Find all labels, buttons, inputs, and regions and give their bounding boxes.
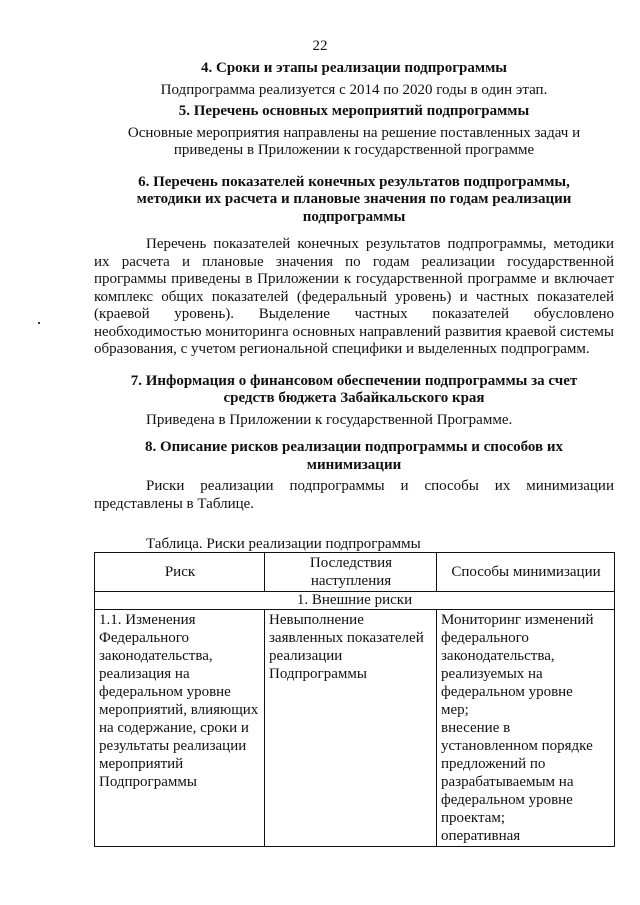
table-header-row: [95, 553, 615, 592]
section-5-text-line-1: Основные мероприятия направлены на решение поставленных задач и: [127, 124, 581, 141]
consequence-line: реализации: [269, 648, 343, 664]
risk-line: федеральном уровне: [99, 684, 231, 700]
mitigation-line: Мониторинг изменений: [441, 612, 594, 628]
document-body: [94, 60, 614, 513]
section-5-heading: 5. Перечень основных мероприятий подпрограммы: [178, 103, 530, 119]
consequence-line: Подпрограммы: [269, 666, 367, 682]
risks-table: [94, 552, 615, 847]
table-group-row: [95, 592, 615, 610]
mitigation-line: мер;: [441, 702, 469, 718]
consequence-cell: [265, 610, 437, 847]
section-8-paragraph: Риски реализации подпрограммы и способы их минимизации представлены в Таблице.: [94, 478, 614, 512]
group-external-risks: 1. Внешние риски: [95, 592, 615, 610]
section-7-text: Приведена в Приложении к государственной Программе.: [146, 411, 513, 428]
risk-line: мероприятий, влияющих: [99, 702, 259, 718]
mitigation-line: предложений по: [441, 756, 546, 772]
risk-line: Подпрограммы: [99, 774, 197, 790]
risk-line: на содержание, сроки и: [99, 720, 249, 736]
consequence-line: Невыполнение: [269, 612, 364, 628]
section-8-heading-line-2: минимизации: [306, 456, 402, 473]
header-mitigation: Способы минимизации: [437, 553, 615, 592]
mitigation-line: реализуемых на: [441, 666, 543, 682]
header-risk: Риск: [95, 553, 265, 592]
risk-line: мероприятий: [99, 756, 184, 772]
mitigation-line: внесение в: [441, 720, 511, 736]
risk-line: Федерального: [99, 630, 190, 646]
header-consequences-line-2: наступления: [310, 573, 392, 589]
mitigation-cell: [437, 610, 615, 847]
mitigation-line: оперативная: [441, 828, 521, 844]
risk-line: законодательства,: [99, 648, 213, 664]
table-caption: Таблица. Риски реализации подпрограммы: [146, 536, 421, 552]
mitigation-line: установленном порядке: [441, 738, 593, 754]
section-4-heading: 4. Сроки и этапы реализации подпрограммы: [200, 60, 508, 76]
consequence-line: заявленных показателей: [269, 630, 424, 646]
risk-cell: [95, 610, 265, 847]
section-5-text-line-2: приведены в Приложении к государственной программе: [173, 142, 535, 158]
header-consequences: [265, 553, 437, 592]
section-6-heading-line-3: подпрограммы: [302, 208, 406, 225]
page-number: 22: [312, 38, 328, 54]
risk-line: результаты реализации: [99, 738, 247, 754]
mitigation-line: проектам;: [441, 810, 506, 826]
section-7-heading-line-2: средств бюджета Забайкальского края: [223, 390, 485, 406]
section-4-text: Подпрограмма реализуется с 2014 по 2020 годы в один этап.: [160, 81, 548, 98]
mitigation-line: федеральном уровне: [441, 684, 573, 700]
mitigation-line: разрабатываемым на: [441, 774, 574, 790]
risk-line: 1.1. Изменения: [99, 612, 196, 628]
section-6-heading-line-2: методики их расчета и плановые значения по годам реализации: [136, 191, 572, 207]
header-consequences-line-1: Последствия: [309, 555, 393, 571]
mitigation-line: федерального: [441, 630, 529, 646]
section-8-heading-line-1: 8. Описание рисков реализации подпрограммы и способов их: [144, 439, 564, 455]
section-7-heading-line-1: 7. Информация о финансовом обеспечении подпрограммы за счет: [130, 372, 578, 389]
mitigation-line: федеральном уровне: [441, 792, 573, 808]
scan-artifact: [38, 322, 40, 324]
mitigation-line: законодательства,: [441, 648, 555, 664]
section-6-heading-line-1: 6. Перечень показателей конечных результатов подпрограммы,: [138, 173, 570, 190]
table-row: [95, 610, 615, 847]
risk-line: реализация на: [99, 666, 190, 682]
section-6-paragraph: Перечень показателей конечных результатов подпрограммы, методики их расчета и плановые значения по годам реализации государственной программы приведены в Приложении к государственной программе и включает комплекс общих показателей (федеральный уровень) и частных показателей (краевой уровень). Выделение частных показателей обусловлено необходимостью мониторинга основных направлений развития краевой системы образования, с учетом региональной специфики и выделенных подпрограмм.: [94, 236, 614, 357]
